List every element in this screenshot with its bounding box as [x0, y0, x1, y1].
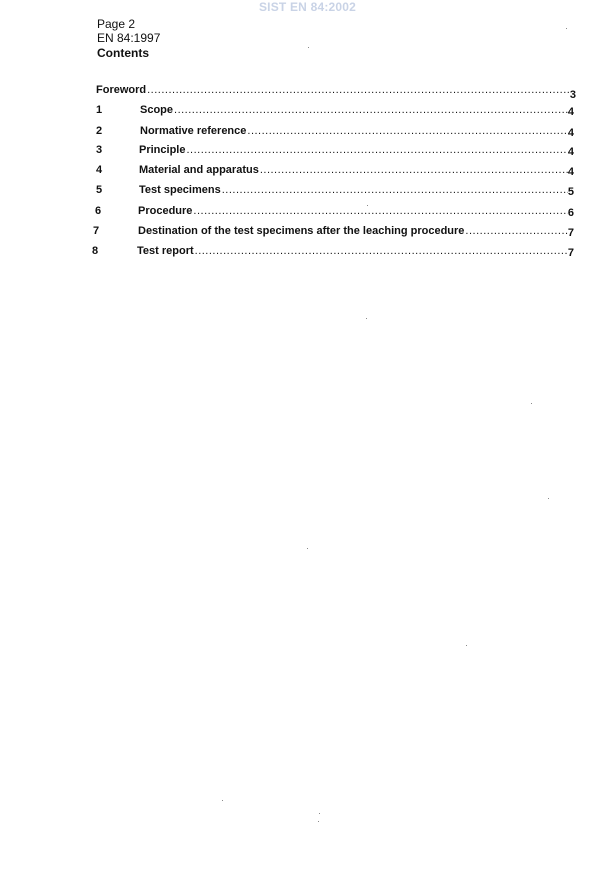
- contents-title: Contents: [97, 46, 149, 60]
- toc-number: 1: [96, 104, 103, 116]
- toc-page-number: 6: [567, 207, 574, 219]
- toc-entry-procedure[interactable]: [95, 203, 574, 219]
- scan-speck: [548, 498, 549, 499]
- toc-number: 5: [96, 184, 103, 196]
- scan-speck: [531, 403, 532, 404]
- scan-speck: [319, 813, 320, 814]
- toc-leader-dots: [222, 184, 568, 196]
- toc-entry-material-and-apparatus[interactable]: [96, 162, 574, 178]
- toc-title: Principle: [139, 144, 186, 156]
- toc-leader-dots: [174, 104, 568, 116]
- toc-number: 6: [95, 205, 102, 217]
- toc-number: 3: [96, 144, 103, 156]
- scan-speck: [318, 821, 319, 822]
- toc-entry-principle[interactable]: [96, 142, 574, 158]
- scan-speck: [222, 800, 223, 801]
- toc-title: Foreword: [96, 84, 147, 96]
- toc-title: Test specimens: [139, 184, 221, 196]
- scan-speck: [367, 205, 368, 206]
- scan-speck: [566, 28, 567, 29]
- toc-number: 8: [92, 245, 99, 257]
- toc-title: Procedure: [138, 205, 193, 217]
- toc-page-number: 7: [567, 227, 574, 239]
- standard-number: EN 84:1997: [97, 31, 161, 45]
- scan-speck: [466, 645, 467, 646]
- toc-entry-destination-of-test-specimens[interactable]: [93, 223, 574, 239]
- toc-page-number: 4: [567, 166, 574, 178]
- toc-leader-dots: [186, 144, 567, 156]
- toc-page-number: 4: [567, 106, 574, 118]
- toc-title: Destination of the test specimens after the leaching procedure: [138, 225, 465, 237]
- toc-leader-dots: [247, 125, 567, 137]
- toc-page-number: 5: [567, 186, 574, 198]
- toc-entry-test-specimens[interactable]: [96, 182, 574, 198]
- toc-entry-test-report[interactable]: [92, 243, 574, 259]
- scan-speck: [307, 548, 308, 549]
- toc-leader-dots: [147, 84, 570, 96]
- toc-entry-normative-reference[interactable]: [96, 123, 574, 139]
- toc-entry-foreword[interactable]: [96, 82, 576, 101]
- toc-page-number: 4: [567, 146, 574, 158]
- toc-title: Test report: [137, 245, 194, 257]
- toc-title: Normative reference: [140, 125, 247, 137]
- toc-leader-dots: [195, 245, 568, 257]
- scan-speck: [366, 318, 367, 319]
- page-header: [97, 17, 160, 60]
- toc-leader-dots: [193, 205, 567, 217]
- toc-number: 4: [96, 164, 103, 176]
- table-of-contents: [0, 80, 615, 280]
- toc-page-number: 3: [569, 89, 576, 101]
- toc-title: Scope: [140, 104, 174, 116]
- scan-speck: [308, 47, 309, 48]
- toc-title: Material and apparatus: [139, 164, 259, 176]
- toc-number: 7: [93, 225, 100, 237]
- toc-entry-scope[interactable]: [96, 102, 574, 118]
- toc-page-number: 4: [567, 127, 574, 139]
- toc-leader-dots: [465, 225, 567, 237]
- page-label: Page 2: [97, 17, 136, 31]
- toc-leader-dots: [260, 164, 568, 176]
- watermark: SIST EN 84:2002: [258, 0, 357, 14]
- toc-page-number: 7: [567, 247, 574, 259]
- toc-number: 2: [96, 125, 103, 137]
